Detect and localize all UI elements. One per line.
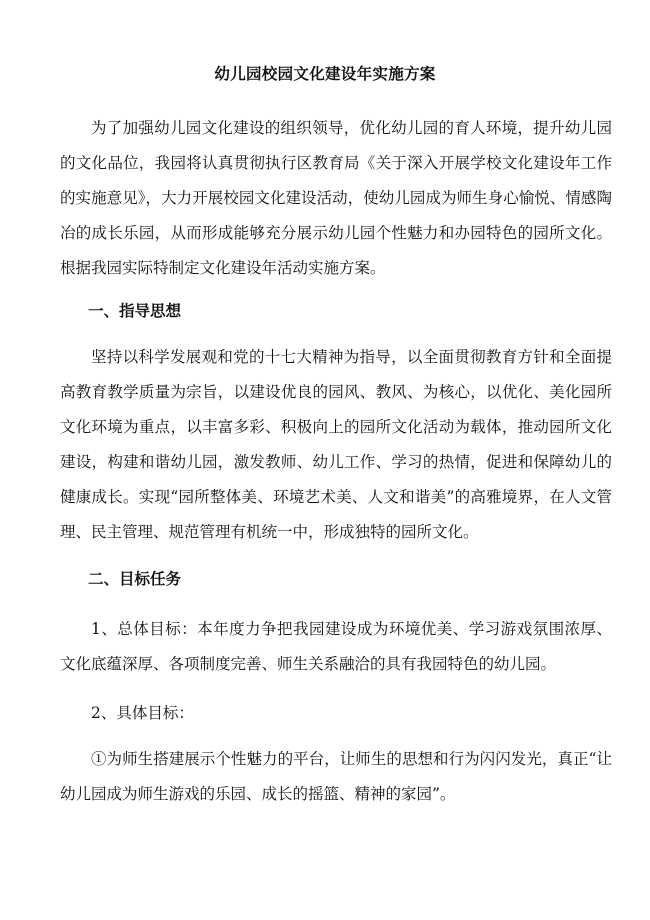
section-heading-guiding-ideology: 一、指导思想 [88, 301, 182, 320]
guiding-ideology-paragraph: 坚持以科学发展观和党的十七大精神为指导，以全面贯彻教育方针和全面提高教育教学质量为宗旨，以建设优良的园风、教风、为核心，以优化、美化园所文化环境为重点，以丰富多彩、积极向上的园所文化活动为载体，推动园所文化建设，构建和谐幼儿园，激发教师、幼儿工作、学习的热情，促进和保障幼儿的健康成长。实现“园所整体美、环境艺术美、人文和谐美”的高雅境界，在人文管理、民主管理、规范管理有机统一中，形成独特的园所文化。 [60, 348, 612, 541]
specific-goal-item-1: ①为师生搭建展示个性魅力的平台，让师生的思想和行为闪闪发光，真正“让幼儿园成为师生游戏的乐园、成长的摇篮、精神的家园”。 [60, 750, 612, 803]
section-heading-goals: 二、目标任务 [88, 569, 182, 588]
specific-goals-label: 2、具体目标： [91, 704, 194, 722]
overall-goal-paragraph: 1、总体目标：本年度力争把我园建设成为环境优美、学习游戏氛围浓厚、文化底蕴深厚、各项制度完善、师生关系融洽的具有我园特色的幼儿园。 [60, 620, 612, 673]
intro-paragraph: 为了加强幼儿园文化建设的组织领导，优化幼儿园的育人环境，提升幼儿园的文化品位，我园将认真贯彻执行区教育局《关于深入开展学校文化建设年工作的实施意见》，大力开展校园文化建设活动，使幼儿园成为师生身心愉悦、情感陶冶的成长乐园，从而形成能够充分展示幼儿园个性魅力和办园特色的园所文化。根据我园实际特制定文化建设年活动实施方案。 [60, 119, 612, 277]
document-title: 幼儿园校园文化建设年实施方案 [214, 64, 436, 83]
